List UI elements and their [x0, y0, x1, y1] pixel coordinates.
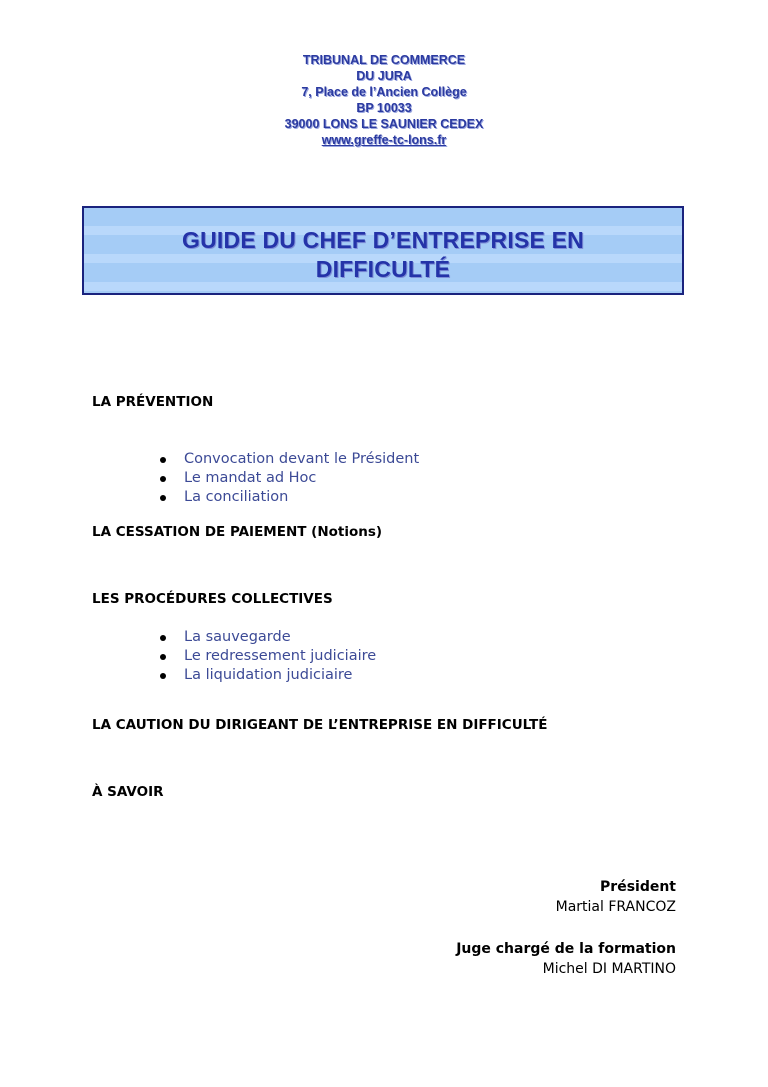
- document-title-line2: DIFFICULTÉ: [315, 256, 451, 282]
- section-heading-prevention: LA PRÉVENTION: [92, 394, 214, 410]
- procedures-list: [160, 628, 376, 685]
- signature-role: Juge chargé de la formation: [456, 941, 676, 957]
- list-item-label: La liquidation judiciaire: [184, 667, 353, 683]
- list-item-label: La conciliation: [184, 489, 289, 505]
- document-title: [84, 226, 682, 284]
- document-title-line1: GUIDE DU CHEF D’ENTREPRISE EN: [182, 227, 584, 253]
- court-website-link[interactable]: www.greffe-tc-lons.fr: [321, 133, 447, 147]
- section-heading-caution: LA CAUTION DU DIRIGEANT DE L’ENTREPRISE EN DIFFICULTÉ: [92, 717, 548, 733]
- list-item[interactable]: [160, 488, 419, 507]
- list-item[interactable]: [160, 647, 376, 666]
- bullet-icon: [160, 495, 166, 501]
- list-item[interactable]: [160, 469, 419, 488]
- signature-juge: [456, 939, 676, 979]
- signature-president: [556, 877, 676, 917]
- court-address: 7, Place de l’Ancien Collège: [301, 85, 467, 99]
- list-item-label: Le redressement judiciaire: [184, 648, 377, 664]
- bullet-icon: [160, 673, 166, 679]
- list-item[interactable]: [160, 628, 376, 647]
- court-header: [234, 52, 534, 148]
- list-item-label: Le mandat ad Hoc: [184, 470, 317, 486]
- section-heading-savoir: À SAVOIR: [92, 784, 164, 800]
- prevention-list: [160, 450, 419, 507]
- bullet-icon: [160, 654, 166, 660]
- signature-role: Président: [600, 879, 676, 895]
- court-region: DU JURA: [356, 69, 412, 83]
- title-box: [82, 206, 684, 295]
- signature-name: Martial FRANCOZ: [555, 899, 676, 915]
- list-item[interactable]: [160, 666, 376, 685]
- bullet-icon: [160, 457, 166, 463]
- section-heading-procedures: LES PROCÉDURES COLLECTIVES: [92, 591, 333, 607]
- list-item-label: Convocation devant le Président: [184, 451, 420, 467]
- list-item[interactable]: [160, 450, 419, 469]
- court-po-box: BP 10033: [356, 101, 412, 115]
- bullet-icon: [160, 635, 166, 641]
- section-heading-cessation: LA CESSATION DE PAIEMENT (Notions): [92, 524, 383, 540]
- list-item-label: La sauvegarde: [184, 629, 291, 645]
- signature-name: Michel DI MARTINO: [542, 961, 676, 977]
- court-city: 39000 LONS LE SAUNIER CEDEX: [284, 117, 484, 131]
- bullet-icon: [160, 476, 166, 482]
- court-name: TRIBUNAL DE COMMERCE: [302, 53, 466, 67]
